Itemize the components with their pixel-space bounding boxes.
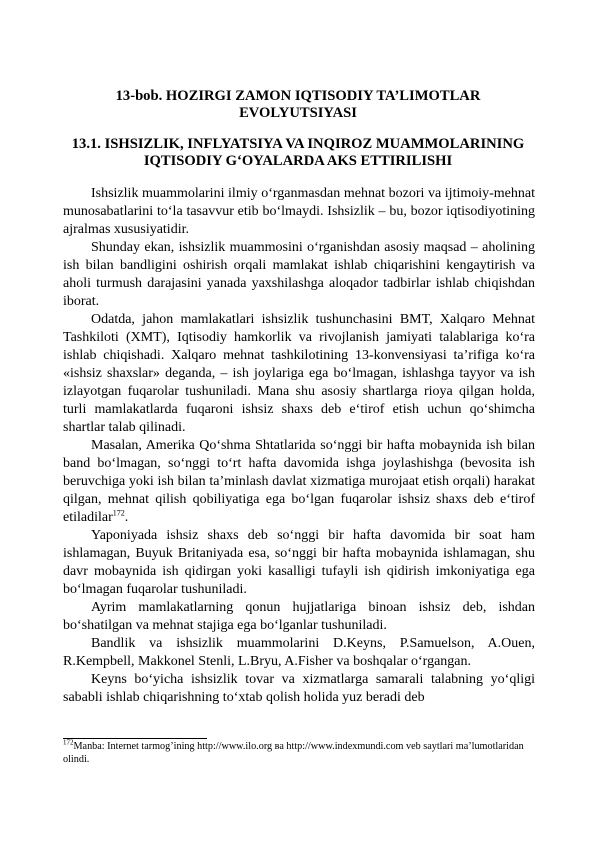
chapter-number: 13-bob. bbox=[115, 88, 163, 104]
paragraph: Bandlik va ishsizlik muammolarini D.Keyns, P.Samuelson, A.Ouen, R.Kempbell, Makkonel Stenli, L.Bryu, A.Fisher va boshqalar o‘rgangan. bbox=[63, 636, 535, 669]
footnote bbox=[63, 740, 535, 766]
paragraph: Keyns bo‘yicha ishsizlik tovar va xizmatlarga samarali talabning yo‘qligi sababli ishlab chiqarishning to‘xtab qolish holida yuz beradi deb bbox=[63, 672, 535, 705]
footnote-number: 172 bbox=[63, 738, 74, 747]
footnote-text: Manba: Internet tarmog’ining http://www.ilo.org ва http://www.indexmundi.com veb saytlari ma’lumotlaridan olindi. bbox=[63, 741, 524, 765]
footnote-reference[interactable]: 172 bbox=[112, 508, 125, 518]
paragraph-text: Masalan, Amerika Qo‘shma Shtatlarida so‘nggi bir hafta mobaynida ish bilan band bo‘lmagan, so‘nggi to‘rt hafta davomida ishga joylashishga (bevosita ish beruvchiga yoki ish bilan ta’minlash davlat xizmatiga murojaat etish orqali) harakat qilgan, mehnat qilish qobiliyatiga ega bo‘lgan fuqarolar ishsiz shaxs deb e‘tirof etiladilar bbox=[63, 438, 535, 525]
footnote-divider bbox=[63, 738, 207, 739]
section-title: 13.1. ISHSIZLIK, INFLYATSIYA VA INQIROZ MUAMMOLARINING IQTISODIY G‘OYALARDA AKS ETTIRILISHI bbox=[71, 136, 525, 169]
paragraph: Masalan, Amerika Qo‘shma Shtatlarida so‘nggi bir hafta mobaynida ish bilan band bo‘lmagan, so‘nggi to‘rt hafta davomida ishga joylashishga (bevosita ish beruvchiga yoki ish bilan ta’minlash davlat xizmatiga murojaat etish orqali) harakat qilgan, mehnat qilish qobiliyatiga ega bo‘lgan fuqarolar ishsiz shaxs deb e‘tirof etiladilar$^{172}$. bbox=[63, 438, 535, 525]
paragraph: Shunday ekan, ishsizlik muammosini o‘rganishdan asosiy maqsad – aholining ish bilan bandligini oshirish orqali mamlakat ishlab chiqarishini kengaytirish va aholi turmush darajasini yanada yaxshilashga aloqador tadbirlar ishlab chiqishdan iborat. bbox=[63, 240, 535, 309]
body-text bbox=[63, 185, 535, 707]
paragraph: Ishsizlik muammolarini ilmiy o‘rganmasdan mehnat bozori va ijtimoiy-mehnat munosabatlarini to‘la tasavvur etib bo‘lmaydi. Ishsizlik – bu, bozor iqtisodiyotining ajralmas xususiyatidir. bbox=[63, 186, 535, 237]
chapter-title-text: HOZIRGI ZAMON IQTISODIY TA’LIMOTLAR EVOLYUTSIYASI bbox=[165, 88, 481, 121]
paragraph: Odatda, jahon mamlakatlari ishsizlik tushunchasini BMT, Xalqaro Mehnat Tashkiloti (XMT), Iqtisodiy hamkorlik va rivojlanish jamiyati talablariga ko‘ra ishlab chiqishadi. Xalqaro mehnat tashkilotining 13-konvensiyasi ta’rifiga ko‘ra «ishsiz shaxslar» deganda, – ish joylariga ega bo‘lmagan, ishlashga tayyor va ish izlayotgan fuqarolar tushuniladi. Mana shu asosiy shartlarga rioya qilgan holda, turli mamlakatlarda fuqaroni ishsiz shaxs deb e‘tirof etish uchun qo‘shimcha shartlar talab qilinadi. bbox=[63, 312, 535, 435]
paragraph: Ayrim mamlakatlarning qonun hujjatlariga binoan ishsiz deb, ishdan bo‘shatilgan va mehnat stajiga ega bo‘lganlar tushuniladi. bbox=[63, 600, 535, 633]
chapter-title bbox=[60, 88, 536, 122]
paragraph: Yaponiyada ishsiz shaxs deb so‘nggi bir hafta davomida bir soat ham ishlamagan, Buyuk Britaniyada esa, so‘nggi bir hafta mobaynida ishlamagan, shu davr mobaynida ish qidirgan yoki kasalligi tufayli ish qidirish imkoniyatiga ega bo‘lmagan fuqarolar tushuniladi. bbox=[63, 528, 535, 597]
